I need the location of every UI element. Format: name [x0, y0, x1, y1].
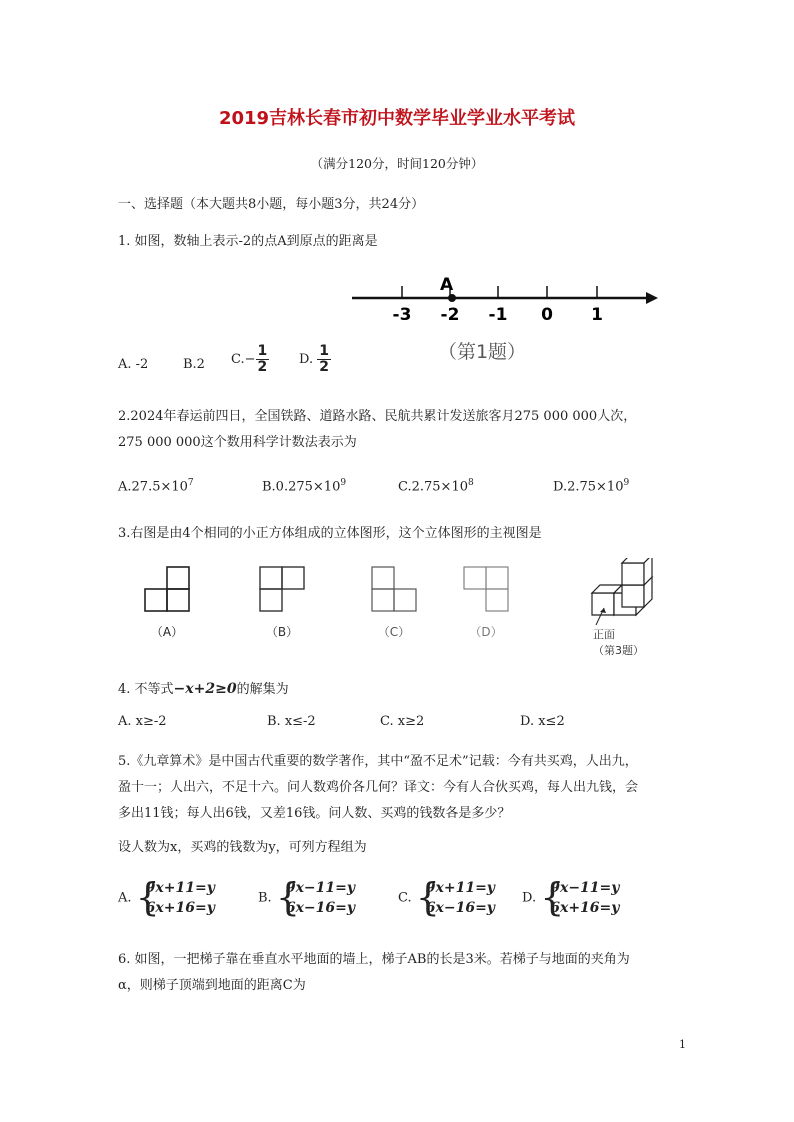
tick-label: -3: [392, 305, 412, 325]
equation-system: [135, 875, 215, 919]
option-a-figure: [145, 567, 189, 611]
option-label: （A）: [150, 625, 184, 639]
q2-stem-line1: 2.2024年春运前四日，全国铁路、道路水路、民航共累计发送旅客月275 000 000人次，: [118, 409, 637, 424]
q2-option-b: [262, 478, 346, 494]
q4-stem-suffix: 的解集为: [236, 682, 289, 697]
q2-option-d: [553, 478, 629, 494]
q5-option-a: [118, 875, 215, 919]
q4-option-d: D. x≤2: [520, 714, 565, 729]
q5-option-d: [522, 875, 620, 919]
fraction: [256, 344, 270, 375]
q1-option-d: [299, 344, 331, 375]
option-label: （B）: [265, 625, 299, 639]
option-base: B.0.275×10: [262, 479, 341, 495]
exponent: 9: [340, 478, 347, 488]
brace-icon: {: [415, 875, 440, 919]
arrow-head-icon: [646, 292, 658, 304]
figure-caption: （第3题）: [593, 644, 644, 657]
minus-sign: −: [244, 352, 256, 367]
option-label: C.: [231, 352, 245, 367]
equation: 9x+11=y: [425, 880, 495, 896]
q3-stem: 3.右图是由4个相同的小正方体组成的立体图形，这个立体图形的主视图是: [118, 526, 542, 541]
exponent: 8: [468, 478, 474, 488]
numerator: 1: [319, 343, 329, 359]
page-title: 2019吉林长春市初中数学毕业学业水平考试: [218, 108, 576, 129]
equation: 6x+16=y: [550, 900, 620, 916]
q3-figures: [130, 558, 670, 663]
q4-stem: [118, 678, 289, 697]
option-c-figure: [372, 567, 416, 611]
equation: 9x−11=y: [285, 880, 355, 896]
equation: 9x+11=y: [145, 880, 215, 896]
exam-info: （满分120分，时间120分钟）: [310, 156, 484, 171]
page-number: 1: [679, 1038, 686, 1051]
fraction: [317, 344, 331, 375]
q5-stem-line3: 多出11钱；每人出6钱，又差16钱。问人数、买鸡的钱数各是多少？: [118, 806, 511, 821]
q1-option-a: A. -2: [118, 357, 149, 372]
option-label: C.: [398, 890, 412, 906]
option-base: D.2.75×10: [553, 479, 624, 495]
numerator: 1: [257, 343, 268, 359]
tick-label: 1: [591, 305, 603, 325]
q4-inequality: −x+2≥0: [173, 681, 237, 697]
q1-option-b: B.2: [183, 357, 205, 372]
option-label: D.: [299, 352, 314, 367]
option-label: B.: [258, 890, 272, 906]
exponent: 7: [187, 478, 194, 488]
tick-label: -1: [488, 305, 508, 325]
option-label: （C）: [377, 625, 411, 639]
brace-icon: {: [540, 875, 565, 919]
equation: 9x−11=y: [550, 880, 620, 896]
q1-option-c: [231, 344, 269, 375]
equation: 6x−16=y: [425, 900, 495, 916]
q5-stem-line1: 5.《九章算术》是中国古代重要的数学著作，其中“盈不足术”记载：今有共买鸡，人出九，: [118, 754, 638, 769]
point-a: [448, 294, 456, 302]
cube-solid-figure: [592, 558, 652, 615]
exponent: 9: [623, 478, 630, 488]
q4-option-c: C. x≥2: [380, 714, 425, 729]
q4-option-b: B. x≤-2: [267, 714, 316, 729]
tick-label: 0: [541, 305, 553, 325]
equation: 6x−16=y: [285, 900, 355, 916]
brace-icon: {: [135, 875, 160, 919]
q5-stem-line2: 盈十一；人出六，不足十六。问人数鸡价各几何？译文：今有人合伙买鸡，每人出九钱，会: [118, 780, 639, 795]
option-label: （D）: [469, 625, 503, 639]
option-label: D.: [522, 890, 537, 906]
option-d-figure: [464, 567, 508, 611]
q2-stem-line2: 275 000 000这个数用科学计数法表示为: [118, 435, 357, 450]
q2-option-c: [398, 478, 474, 494]
tick-label: -2: [440, 305, 460, 325]
option-base: A.27.5×10: [118, 479, 188, 495]
equation: 6x+16=y: [145, 900, 215, 916]
q5-stem-line4: 设人数为x，买鸡的钱数为y，可列方程组为: [118, 840, 367, 855]
section-heading: 一、选择题（本大题共8小题，每小题3分，共24分）: [118, 197, 425, 212]
denominator: 2: [319, 359, 329, 375]
option-label: A.: [118, 890, 132, 906]
option-base: C.2.75×10: [398, 479, 468, 495]
q6-stem-line1: 6. 如图，一把梯子靠在垂直水平地面的墙上，梯子AB的长是3米。若梯子与地面的夹角为: [118, 952, 630, 967]
figure-caption: （第1题）: [437, 341, 527, 363]
brace-icon: {: [275, 875, 301, 919]
q1-stem: 1. 如图，数轴上表示-2的点A到原点的距离是: [118, 234, 378, 249]
number-line-figure: [340, 268, 670, 373]
equation-system: [540, 875, 620, 919]
option-b-figure: [260, 567, 304, 611]
q6-stem-line2: α，则梯子顶端到地面的距离C为: [118, 978, 306, 993]
denominator: 2: [257, 359, 268, 375]
point-a-label: A: [440, 275, 454, 295]
q5-option-c: [398, 875, 495, 919]
equation-system: [415, 875, 495, 919]
front-label: 正面: [593, 628, 615, 641]
q4-option-a: A. x≥-2: [118, 714, 167, 729]
q2-option-a: [118, 478, 194, 494]
equation-system: [275, 875, 355, 919]
q5-option-b: [258, 875, 355, 919]
q4-stem-prefix: 4. 不等式: [118, 682, 174, 697]
